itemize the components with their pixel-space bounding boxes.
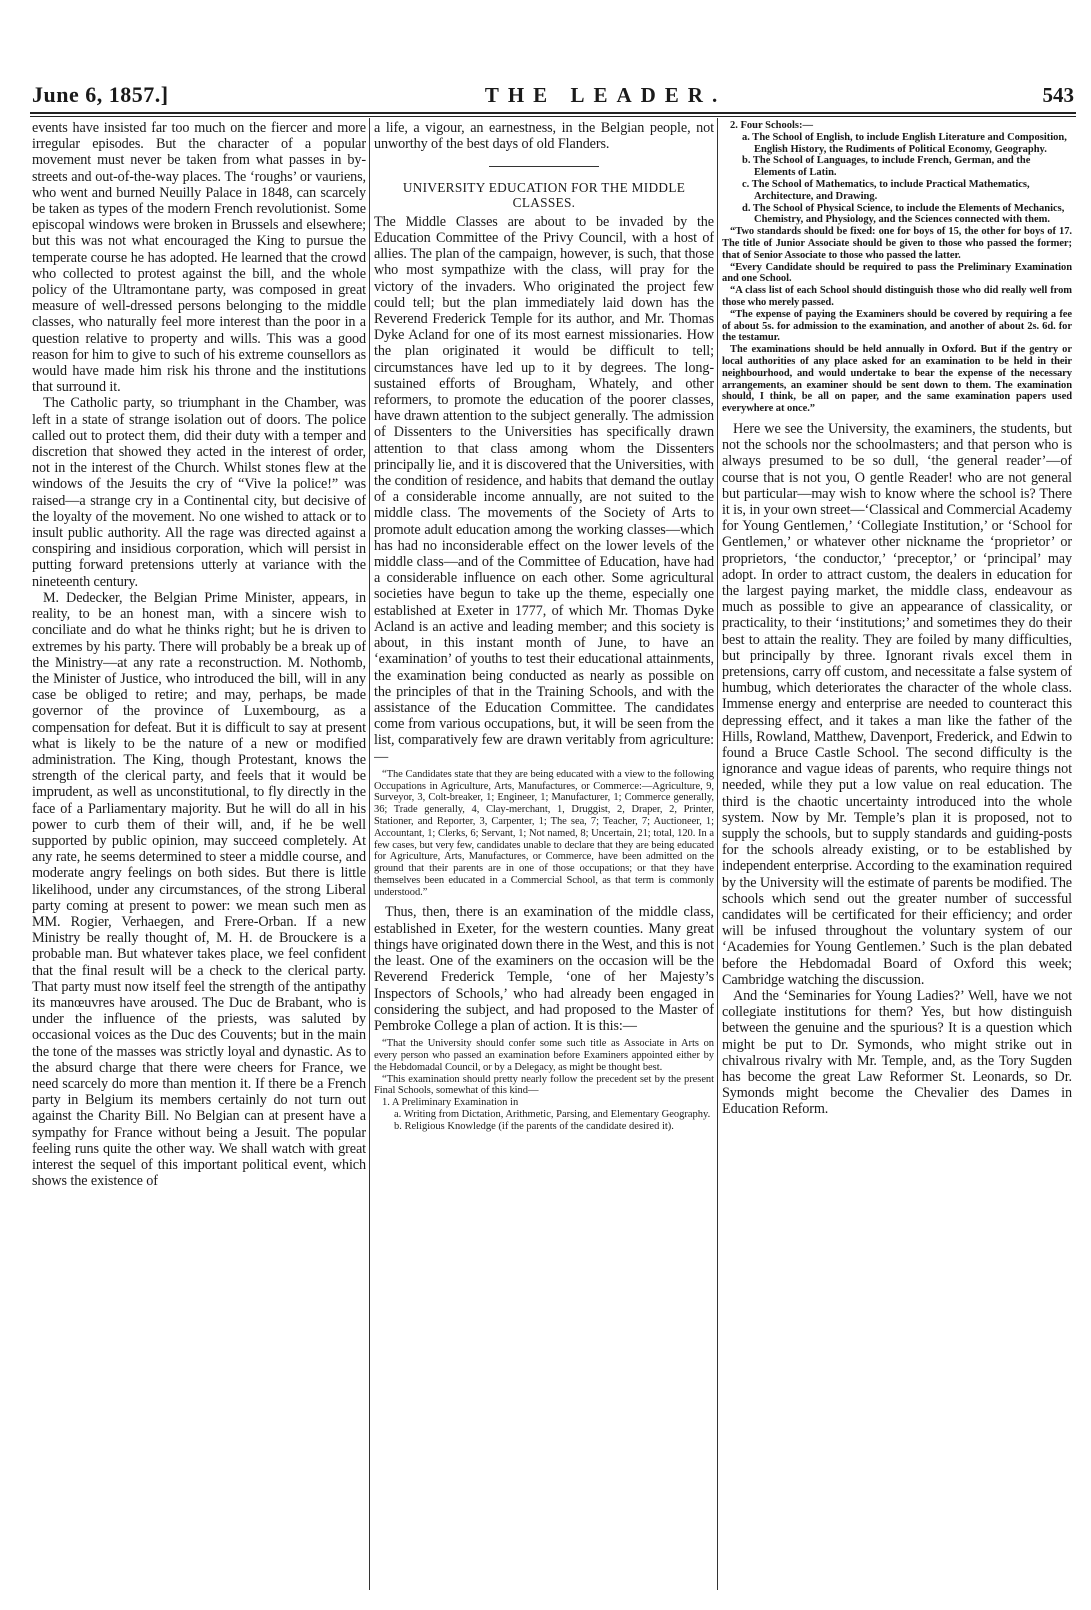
newspaper-title: THE LEADER. bbox=[484, 83, 727, 107]
quote-paragraph: “Every Candidate should be required to pass the Preliminary Examination and one School. bbox=[722, 261, 1072, 285]
article-paragraph: The Middle Classes are about to be invaded by the Education Committee of the Privy Council, with a host of allies. The plan of the campaign, however, is such, that those who most sympathize with the class, will pray for the victory of the invaders. Who originated the project few could tell; but the plan immediately laid down has the Reverend Frederick Temple for its author, and Mr. Thomas Dyke Acland for one of its most earnest missionaries. How the plan originated it would be difficult to tell; circumstances have led up to it by degrees. The long-sustained efforts of Brougham, Whately, and other reformers, to promote the education of the poorer classes, have drawn attention to the subject generally. The admission of Dissenters to the Universities has specifically drawn attention to that class among whom the Dissenters principally lie, and it is discovered that the Universities, with the condition of residence, and habits that demand the outlay of a considerable income annually, are not suited to the middle class. The movements of the Society of Arts to promote adult education among the working classes—which has had no inconsiderable effect on the lower levels of the middle class—and of the Committee of Education, have had a considerable influence on each other. Some agricultural societies have begun to take up the theme, especially one established at Exeter in 1777, of which Mr. Thomas Dyke Acland is an active and leading member; and this society is about, in this instant month of June, to have an ‘examination’ of youths to test their educational attainments, the examination being conducted as nearly as possible on the principles of that in the Training Schools, and with the assistance of the Education Committee. The candidates come from various occupations, but, it will be seen from the list, comparatively few are drawn veritably from agriculture:— bbox=[374, 213, 714, 765]
issue-date: June 6, 1857.] bbox=[32, 82, 169, 107]
list-item: b. Religious Knowledge (if the parents of the candidate desired it). bbox=[394, 1120, 674, 1132]
article-paragraph: M. Dedecker, the Belgian Prime Minister, appears, in reality, to be an honest man, with a sincere wish to conciliate and do what he thinks right; but he is driven to extremes by his party. There will probably be a break up of the Ministry—at any rate a reconstruction. M. Nothomb, the Minister of Justice, who introduced the bill, will in any case be obliged to retire; and may, perhaps, be made governor of the province of Luxembourg, as a compensation for defeat. But it is difficult to say at present what is likely to be the nature of a new or modified administration. The King, though Protestant, knows the strength of the clerical party, and feels that it would be imprudent, as well as unconstitutional, to fly directly in the face of a Parliamentary majority. But he will do all in his power to curb them of their will, and, if he be well supported by public opinion, may succeed completely. At any rate, he seems determined to steer a middle course, and moderate angry feelings on both sides. But there is little likelihood, under any circumstances, of the strong Liberal party coming at present to power: we mean such men as MM. Rogier, Verhaegen, and Frere-Orban. If a new Ministry be really thought of, M. H. de Brouckere is a probable man. But whatever takes place, we feel confident that the final result will be a check to the clerical party. That party must now itself feel the strength of the antipathy its manœuvres have aroused. The Duc de Brabant, who is under the influence of the priests, was saluted by occasional voices as the Duc des Couvents; but in the main the tone of the masses was strictly loyal and dynastic. As to the absurd charge that there were cheers for France, we need scarcely do more than mention it. If there be a French party in Belgium its members certainly do not turn out against the Charity Bill. No Belgian can at present have a sympathy for France without being a Jesuit. The popular feeling runs quite the other way. We shall watch with great interest the sequel of this important political event, which shows the existence of bbox=[32, 589, 366, 1190]
list-item: b. The School of Languages, to include French, German, and the Elements of Latin. bbox=[742, 155, 1031, 179]
plan-quote bbox=[374, 1038, 714, 1132]
article-paragraph: Here we see the University, the examiners, the students, but not the schools nor the schoolmasters; and that person who is always presumed to be so dull, ‘the general reader’—of course that is not you, O gentle Reader! who are not general but particular—may wish to know where the school is? There it is, in your own street—‘Classical and Commercial Academy for Young Gentlemen,’ ‘Collegiate Institution,’ or ‘School for Gentlemen,’ or whatever other nickname the ‘proprietor’ or proprietors, ‘the conductor,’ ‘preceptor,’ or ‘principal’ may adopt. In order to attract custom, the dealers in education for the largest paying market, the middle class, endeavour as much as possible to give an appearance of classicality, or practicality, to their ‘institutions;’ and sometimes they do their best to attain the reality. They are foiled by many difficulties, but principally by three. Ignorant rivals excel them in pretensions, carry off custom, and necessitate a false system of humbug, which deteriorates the character of the whole class. Immense energy and enterprise are needed to counteract this depressing effect, and it takes a man like the father of the Hills, Rowland, Matthew, Davenport, Frederick, and Edwin to found a Bruce Castle School. The second difficulty is the ignorance and vague ideas of parents, who require things not needed, while they put a low value on real education. The third is the chaotic uncertainty introduced into the whole system. Now by Mr. Temple’s plan it is proposed, not to supply the schools, but to supply standards and guiding-posts for the schools already existing, or to be established by independent enterprise. According to the examination required by the University will the estimate of parents be modified. The schools which send out the greater number of successful candidates will be certificated for their efficiency; and order will be infused throughout the voluntary system of our ‘Academies for Young Gentlemen.’ Such is the plan debated before the Hebdomadal Board of Oxford this week; Cambridge watching the discussion. bbox=[722, 420, 1072, 988]
quote-paragraph: “The expense of paying the Examiners should be covered by requiring a fee of about 5s. for admission to the examination, and another of about 2s. 6d. for the testamur. bbox=[722, 308, 1072, 344]
column-divider-2 bbox=[717, 118, 718, 1590]
quote-paragraph: “That the University should confer some such title as Associate in Arts on every person who passed an examination before Examiners appointed either by the Hebdomadal Council, or by a Delegacy, as might be thought best. bbox=[374, 1038, 714, 1073]
quote-paragraph: “This examination should pretty nearly follow the precedent set by the present Final Schools, somewhat of this kind— bbox=[374, 1073, 714, 1097]
article-paragraph: The Catholic party, so triumphant in the Chamber, was left in a state of strange isolation out of doors. The police called out to protect them, did their duty with a temper and discretion that showed they acted in the interest of order, not in the interest of the Church. Whilst stones flew at the windows of the Jesuits the cry of “Vive la police!” was raised—a strange cry in a Continental city, but decisive of the loyalty of the movement. No one wished to attack or to insult public authority. All the rage was directed against a conspiring and insidious corporation, which will persist in putting forward pretensions utterly at variance with the nineteenth century. bbox=[32, 395, 366, 590]
article-paragraph: events have insisted far too much on the fiercer and more irregular episodes. But the character of a popular movement must never be taken from what passes in by-streets and out-of-the-way places. The ‘roughs’ or vauriens, who went and burned Neuilly Palace in 1848, can scarcely be taken as types of the modern French revolutionist. Some episcopal windows were broken in Brussels and elsewhere; but this was not what encouraged the King to pursue the temperate course he has adopted. He learned that the crowd who collected to protest against the bill, and the whole policy of the Ultramontane party, was composed in great measure of well-dressed persons belonging to the middle classes, who naturally feel more interest than the poor in a question relative to property and wills. This was a good reason for him to give to such of his extreme counsellors as would have made him risk his throne and the institutions that surround it. bbox=[32, 120, 366, 396]
occupation-quote bbox=[374, 769, 714, 899]
article-paragraph: a life, a vigour, an earnestness, in the Belgian people, not unworthy of the best days of old Flanders. bbox=[374, 120, 714, 153]
schools-quote bbox=[722, 120, 1072, 415]
list-item: d. The School of Physical Science, to include the Elements of Mechanics, Chemistry, and Physiology, and the Sciences connected with them. bbox=[742, 202, 1065, 226]
masthead bbox=[32, 78, 1074, 108]
column-3 bbox=[722, 120, 1072, 1590]
list-item: a. The School of English, to include English Literature and Composition, English History, the Rudiments of Political Economy, Geography. bbox=[742, 131, 1067, 155]
list-title: 2. Four Schools:— bbox=[730, 120, 813, 131]
column-1 bbox=[32, 120, 366, 1590]
quote-paragraph: “Two standards should be fixed: one for boys of 15, the other for boys of 17. The title of Junior Associate should be given to those who passed the former; that of Senior Associate to those who passed the latter. bbox=[722, 226, 1072, 261]
article-paragraph: Thus, then, there is an examination of the middle class, established in Exeter, for the western counties. Many great things have originated down there in the West, and this is not the least. One of the examiners on the occasion will be the Reverend Frederick Temple, ‘one of her Majesty’s Inspectors of Schools,’ who had already been engaged in considering the subject, and had proposed to the Master of Pembroke College a plan of action. It is this:— bbox=[374, 904, 714, 1034]
quote-paragraph: “A class list of each School should distinguish those who did really well from those who merely passed. bbox=[722, 285, 1072, 308]
quote-paragraph: The examinations should be held annually in Oxford. But if the gentry or local authorities of any place asked for an examination to be held in their neighbourhood, and would undertake to bear the expense of the necessary arrangements, an examiner should be sent down to them. The examination should, I think, be all on paper, and the same examination papers used everywhere at once.” bbox=[722, 344, 1072, 415]
header-rule-thin bbox=[30, 116, 1076, 117]
article-heading: UNIVERSITY EDUCATION FOR THE MIDDLE CLASSES. bbox=[402, 180, 686, 210]
list-title: 1. A Preliminary Examination in bbox=[382, 1097, 519, 1109]
quote-paragraph: “The Candidates state that they are being educated with a view to the following Occupations in Agriculture, Arts, Manufactures, or Commerce:—Agriculture, 9, Surveyor, 3, Colt-breaker, 1; Engineer, 1; Manufacturer, 1; Commerce generally, 36; Trade generally, 4, Clay-merchant, 1, Druggist, 2, Draper, 2, Printer, Stationer, and Reporter, 3, Carpenter, 1; The sea, 7; Teacher, 7; Auctioneer, 1; Accountant, 1; Clerks, 6; Servant, 1; Not named, 8; Uncertain, 21; total, 120. In a few cases, but very few, candidates unable to declare that they are being educated for Agriculture, Arts, Manufactures, or Commerce, have been admitted on the ground that their parents are in one of those occupations; or that they have themselves been educated in a Commercial School, as that term is commonly understood.” bbox=[374, 768, 714, 898]
list-item: c. The School of Mathematics, to include Practical Mathematics, Architecture, and Drawing. bbox=[742, 178, 1030, 202]
article-paragraph: And the ‘Seminaries for Young Ladies?’ Well, have we not collegiate institutions for them? Yes, but how distinguish between the genuine and the spurious? It is a question which might be put to Dr. Symonds, who might strike out in chivalrous rivalry with Mr. Temple, and, as the Tory Sugden has become the great Law Reformer St. Leonards, so Dr. Symonds might become the Chevalier des Dames in Education Reform. bbox=[722, 988, 1072, 1118]
article-separator bbox=[489, 166, 599, 167]
column-2 bbox=[374, 120, 714, 1590]
header-rule-thick bbox=[30, 112, 1076, 114]
page-number: 543 bbox=[1042, 83, 1074, 107]
column-divider-1 bbox=[369, 118, 370, 1590]
list-item: a. Writing from Dictation, Arithmetic, Parsing, and Elementary Geography. bbox=[394, 1108, 711, 1120]
